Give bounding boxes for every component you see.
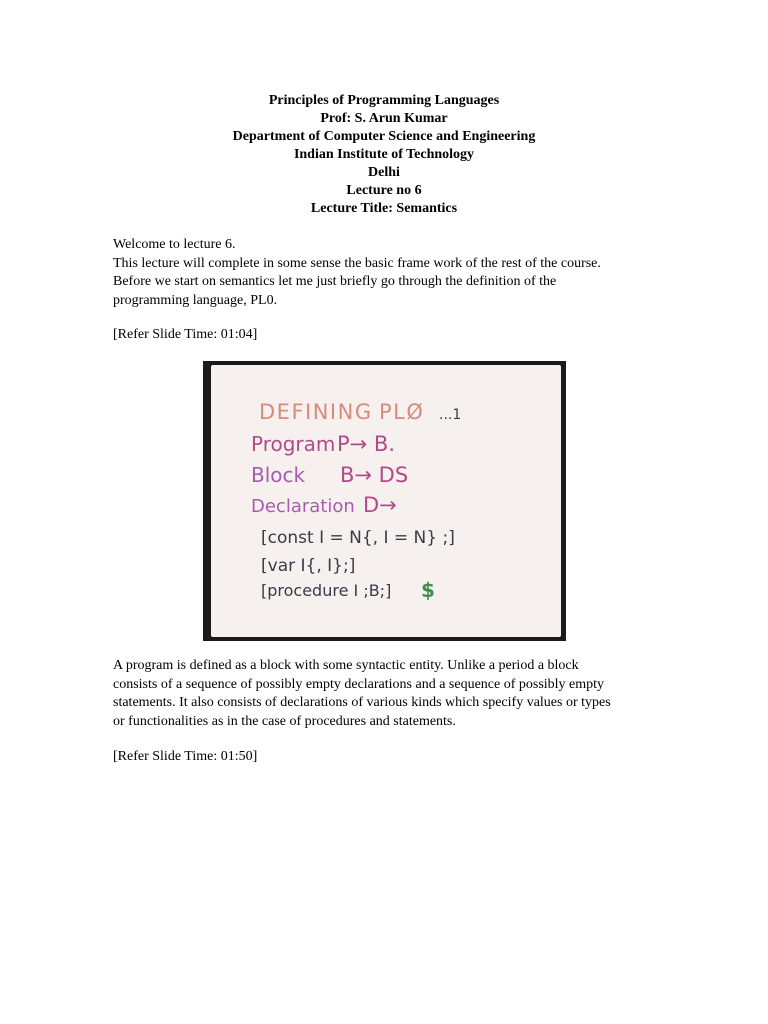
lecture-title: Lecture Title: Semantics <box>310 201 458 216</box>
slide-time-reference: [Refer Slide Time: 01:04] <box>113 327 258 342</box>
slide-title-language: PLØ <box>379 400 425 424</box>
slide-time-reference-2: [Refer Slide Time: 01:50] <box>113 749 258 764</box>
slide-program-rule: P→ B. <box>337 432 396 456</box>
course-title: Principles of Programming Languages <box>268 93 500 108</box>
professor-name: Prof: S. Arun Kumar <box>320 111 448 126</box>
slide-declaration-label: Declaration <box>251 496 355 517</box>
slide-canvas <box>203 361 566 641</box>
slide-block-rule: B→ DS <box>340 463 409 487</box>
lecture-slide-image <box>203 361 566 641</box>
explanation-line: or functionalities as in the case of procedures and statements. <box>113 713 456 729</box>
intro-line: Welcome to lecture 6. <box>113 237 236 252</box>
slide-const-rule: [const I = N{, I = N} ;] <box>261 528 455 548</box>
explanation-line: statements. It also consists of declarations of various kinds which specify values or types <box>113 695 611 710</box>
institute-name: Indian Institute of Technology <box>293 147 475 162</box>
city-name: Delhi <box>368 165 400 180</box>
explanation-line: consists of a sequence of possibly empty declarations and a sequence of possibly empty <box>113 676 605 692</box>
explanation-paragraph <box>113 657 658 731</box>
slide-procedure-rule: [procedure I ;B;] <box>261 581 392 600</box>
lecture-number: Lecture no 6 <box>346 183 422 198</box>
department-name: Department of Computer Science and Engineering <box>232 129 536 144</box>
intro-line: Before we start on semantics let me just briefly go through the definition of the <box>113 274 557 289</box>
slide-var-rule: [var I{, I};] <box>261 556 356 576</box>
slide-program-label: Program <box>251 432 336 456</box>
slide-procedure-mark: $ <box>421 578 435 602</box>
slide-block-label: Block <box>251 463 306 487</box>
intro-line: This lecture will complete in some sense the basic frame work of the rest of the course. <box>113 255 601 271</box>
slide-title-suffix: ...1 <box>439 407 462 423</box>
intro-line: programming language, PL0. <box>113 292 278 308</box>
intro-paragraph <box>113 236 658 310</box>
explanation-line: A program is defined as a block with some syntactic entity. Unlike a period a block <box>113 658 579 673</box>
slide-title: DEFINING <box>259 400 373 424</box>
document-header <box>0 92 768 218</box>
slide-declaration-rule: D→ <box>363 493 397 517</box>
